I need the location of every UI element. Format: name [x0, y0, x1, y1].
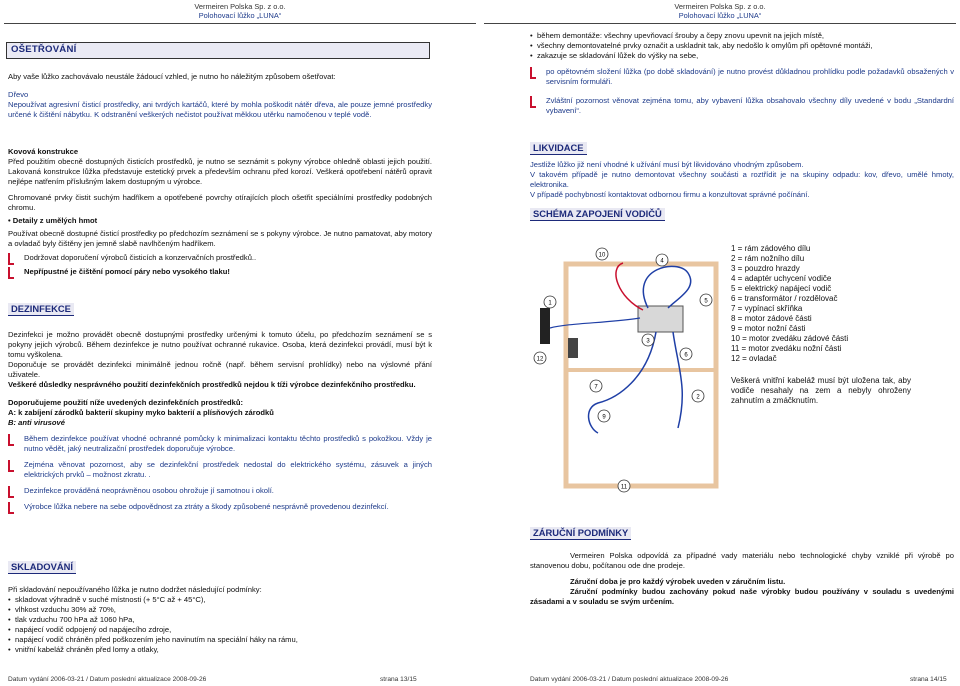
doporucene-title: Doporučujeme použití níže uvedených dezinfekčních prostředků: [8, 398, 244, 408]
likvidace-block [530, 160, 954, 200]
plast-title: Detaily z umělých hmot [12, 216, 98, 225]
wire-blue-1 [643, 266, 690, 308]
section-likvidace [530, 142, 587, 155]
legend-item: 4 = adaptér uchycení vodiče [731, 274, 832, 283]
legend-item: 2 = rám nožního dílu [731, 254, 805, 263]
skladovani-title: SKLADOVÁNÍ [8, 561, 76, 574]
company-name: Vermeiren Polska Sp. z o.o. [674, 2, 766, 11]
skladovani-intro: Při skladování nepoužívaného lůžka je nutno dodržet následující podmínky: [8, 585, 262, 594]
warning-mark-icon [8, 486, 14, 498]
diagram-callout-number: 10 [598, 252, 606, 259]
warning-mark-icon [530, 96, 536, 108]
top-list-item: • všechny demontovatelné prvky označit a uskladnit tak, aby nedošlo k omylům při opětovné montáži, [530, 41, 954, 51]
likvidace-title: LIKVIDACE [530, 142, 587, 155]
plast-note-2-text: Nepřípustné je čištění pomocí páry nebo vysokého tlaku! [24, 267, 230, 277]
dez-note-2 [8, 460, 432, 480]
warning-mark-icon [8, 434, 14, 446]
cable-note [731, 376, 911, 406]
diagram-callout-number: 2 [696, 394, 700, 401]
dez-note-1 [8, 434, 432, 454]
warning-mark-icon [8, 502, 14, 514]
legend-item: 6 = transformátor / rozdělovač [731, 294, 838, 303]
zaruka-title: ZÁRUČNÍ PODMÍNKY [530, 527, 631, 540]
page-header [480, 2, 960, 21]
plast-note-1-text: Dodržovat doporučení výrobců čisticích a konzervačních prostředků.. [24, 253, 257, 263]
note-1 [530, 67, 954, 87]
page-right [480, 0, 960, 686]
drevo-text: Nepoužívat agresivní čisticí prostředky, ani tvrdých kartáčů, které by mohla poškodit nátěr dřeva, ale pouze jemné prostředky určené k čištění nábytku. K odstranění veškerých nečistot používat měkkou utěrku namočenou v teplé vodě. [8, 100, 432, 120]
legend-item: 1 = rám zádového dílu [731, 244, 811, 253]
plast-text: Používat obecně dostupné čisticí prostředky po předchozím seznámení se s pokyny výrobce. Je nutno pamatovat, aby motory a ovladač byly čištěny jen jemně slabě navlhčeným hadříkem. [8, 229, 432, 249]
kovova-text-2: Chromované prvky čistit suchým hadříkem a opotřebené povrchy otírajících ploch ošetřit speciálními prostředky podobných chromu. [8, 193, 432, 213]
legend-item: 10 = motor zvedáku zádové části [731, 334, 849, 343]
section-schema [530, 208, 665, 221]
plast-block [8, 216, 432, 277]
section-dezinfekce [8, 303, 74, 316]
zaruka-block [530, 551, 954, 607]
wire-red [616, 263, 643, 310]
legend-item: 8 = motor zádové části [731, 314, 812, 323]
dezinfekce-text-1: Dezinfekci je možno provádět obecně dostupnými prostředky určenými k tomuto účelu, po předchozím seznámení se s pokyny jejich výrobců. Během dezinfekce je nutno používat ochranné rukavice. Osoba, která dezinfekci provádí, musí být k tomu vyškolena. [8, 330, 432, 360]
skladovani-item: • vlhkost vzduchu 30% až 70%, [8, 605, 432, 615]
note-2-text: Zvláštní pozornost věnovat zejména tomu, aby vybavení lůžka obsahovalo všechny díly uvedené v bodu „Standardní vybavení“. [546, 96, 954, 116]
dezinfekce-text-2: Doporučuje se provádět dezinfekci minimálně jednou ročně (např. během servisní prohlídky) nebo na výslovné přání uživatele. [8, 360, 432, 380]
legend-item: 7 = vypínací skříňka [731, 304, 803, 313]
footer-date: Datum vydání 2006-03-21 / Datum poslední aktualizace 2008-09-26 [8, 676, 207, 683]
dezinfekce-warning: Veškeré důsledky nesprávného použití dezinfekčních prostředků nejdou k tíži výrobce dezinfekčního prostředku. [8, 380, 416, 390]
drevo-title: Dřevo [8, 90, 29, 99]
top-block [530, 31, 954, 116]
footer-page: strana 14/15 [910, 676, 947, 683]
wiring-diagram [528, 228, 728, 498]
skladovani-block [8, 585, 432, 655]
legend-item: 12 = ovladač [731, 354, 777, 363]
dez-note-3-text: Dezinfekce prováděná neoprávněnou osobou ohrožuje jí samotnou i okolí. [24, 486, 274, 496]
dez-note-1-text: Během dezinfekce používat vhodné ochranné pomůcky k minimalizaci kontaktu těchto prostředků s pokožkou. Vždy je nutno vědět, jaký neutralizační prostředek doporučuje výrobce. [24, 434, 432, 454]
company-name: Vermeiren Polska Sp. z o.o. [194, 2, 286, 11]
switch-box [568, 338, 578, 358]
footer-page: strana 13/15 [380, 676, 417, 683]
doporucene-a: A: k zabíjení zárodků bakterií skupiny myko bakterií a plísňových zárodků [8, 408, 274, 418]
legend-item: 11 = motor zvedáku nožní části [731, 344, 842, 353]
schema-title: SCHÉMA ZAPOJENÍ VODIČŮ [530, 208, 665, 221]
transformer-box [638, 306, 683, 332]
dez-note-3 [8, 486, 432, 496]
warning-mark-icon [8, 253, 14, 265]
section-skladovani [8, 561, 76, 574]
skladovani-item: • skladovat výhradně v suché místnosti (+ 5°C až + 45°C), [8, 595, 432, 605]
top-list [530, 31, 954, 61]
diagram-callout-number: 4 [660, 258, 664, 265]
likvidace-text-2: V takovém případě je nutno demontovat všechny součásti a roztřídit je na skupiny odpadu: kov, dřevo, umělé hmoty, elektronika. [530, 170, 954, 190]
remote-control [540, 308, 550, 344]
osetrovani-intro [8, 72, 432, 82]
legend-item: 5 = elektrický napájecí vodič [731, 284, 832, 293]
likvidace-text-1: Jestliže lůžko již není vhodné k užívání musí být likvidováno vhodným způsobem. [530, 160, 804, 169]
dezinfekce-block [8, 330, 432, 512]
likvidace-text-3: V případě pochybností kontaktovat odbornou firmu a konzultovat správné počínání. [530, 190, 810, 200]
skladovani-item: • vnitřní kabeláž chráněn před lomy a otlaky, [8, 645, 432, 655]
diagram-callout-number: 1 [548, 300, 552, 307]
diagram-callout-number: 3 [646, 338, 650, 345]
diagram-callout-number: 12 [536, 356, 544, 363]
drevo-block [8, 90, 432, 120]
note-2 [530, 96, 954, 116]
page-header [0, 2, 480, 21]
product-name: Polohovací lůžko „LUNA“ [678, 11, 762, 21]
header-rule [4, 23, 476, 24]
zaruka-bold-2: Záruční podmínky budou zachovány pokud naše výrobky budou používány v souladu s uvedenými zásadami a v souladu se svým určením. [530, 587, 954, 607]
kovova-title: Kovová konstrukce [8, 147, 79, 156]
warning-mark-icon [8, 267, 14, 279]
schema-legend [731, 244, 861, 364]
plast-title-row: • Detaily z umělých hmot [8, 216, 98, 225]
warning-mark-icon [530, 67, 536, 79]
kovova-block [8, 147, 432, 213]
skladovani-item: • napájecí vodič odpojený od napájecího zdroje, [8, 625, 432, 635]
doporucene-b: B: anti virusové [8, 418, 65, 428]
footer-date: Datum vydání 2006-03-21 / Datum poslední aktualizace 2008-09-26 [530, 676, 729, 683]
diagram-callout-number: 5 [704, 298, 708, 305]
cable-note-text: Veškerá vnitřní kabeláž musí být uložena tak, aby vodiče nesahaly na zem a nebyly ohroženy zahnutím a zmáčknutím. [731, 376, 911, 405]
dez-note-2-text: Zejména věnovat pozornost, aby se dezinfekční prostředek nedostal do elektrického systému, zásuvek a jiných elektrických prvků – možnost zkratu. . [24, 460, 432, 480]
top-list-item: • během demontáže: všechny upevňovací šrouby a čepy znovu upevnit na jejich místě, [530, 31, 954, 41]
note-1-text: po opětovném složení lůžka (po době skladování) je nutno provést důkladnou prohlídku podle požadavků obsažených v servisním formuláři. [546, 67, 954, 87]
dez-note-4-text: Výrobce lůžka nebere na sebe odpovědnost za ztráty a škody způsobené nesprávně provedenou dezinfekcí. [24, 502, 389, 512]
zaruka-text: Vermeiren Polska odpovídá za případné vady materiálu nebo technologické chyby vzniklé při výrobě po stanovenou dobu, počítanou ode dne prodeje. [530, 551, 954, 571]
bed-frame-outline [566, 264, 716, 486]
plast-note-1 [8, 253, 432, 263]
legend-item: 9 = motor nožní části [731, 324, 806, 333]
zaruka-bold-1: Záruční doba je pro každý výrobek uveden v záručním listu. [570, 577, 786, 587]
kovova-text-1: Před použitím obecně dostupných čisticích prostředků, je nutno se seznámit s pokyny výrobce ohledně oblasti jejich použití. Lakovaná konstrukce lůžka představuje estetický prvek a především ochranu před korozí. Veškerá opotřebení nátěrů opravit nejlépe natřením příslušným lakem dostupným u výrobce. [8, 157, 432, 187]
intro-text: Aby vaše lůžko zachovávalo neustále žádoucí vzhled, je nutno ho náležitým způsobem ošetřovat: [8, 72, 336, 81]
legend-item: 3 = pouzdro hrazdy [731, 264, 800, 273]
header-rule [484, 23, 956, 24]
dez-note-4 [8, 502, 432, 512]
skladovani-list [8, 595, 432, 655]
skladovani-item: • tlak vzduchu 700 hPa až 1060 hPa, [8, 615, 432, 625]
product-name: Polohovací lůžko „LUNA“ [198, 11, 282, 21]
plast-note-2 [8, 267, 432, 277]
warning-mark-icon [8, 460, 14, 472]
diagram-callout-number: 6 [684, 352, 688, 359]
skladovani-item: • napájecí vodič chráněn před poškozením jeho navinutím na speciální háky na rámu, [8, 635, 432, 645]
section-osetrovani: OŠETŘOVÁNÍ [6, 42, 430, 59]
diagram-callout-number: 7 [594, 384, 598, 391]
diagram-callout-number: 11 [620, 484, 628, 491]
section-zaruka [530, 527, 631, 540]
top-list-item: • zakazuje se skladování lůžek do výšky na sebe, [530, 51, 954, 61]
wire-blue-3 [673, 332, 682, 428]
diagram-callout-number: 9 [602, 414, 606, 421]
dezinfekce-title: DEZINFEKCE [8, 303, 74, 316]
